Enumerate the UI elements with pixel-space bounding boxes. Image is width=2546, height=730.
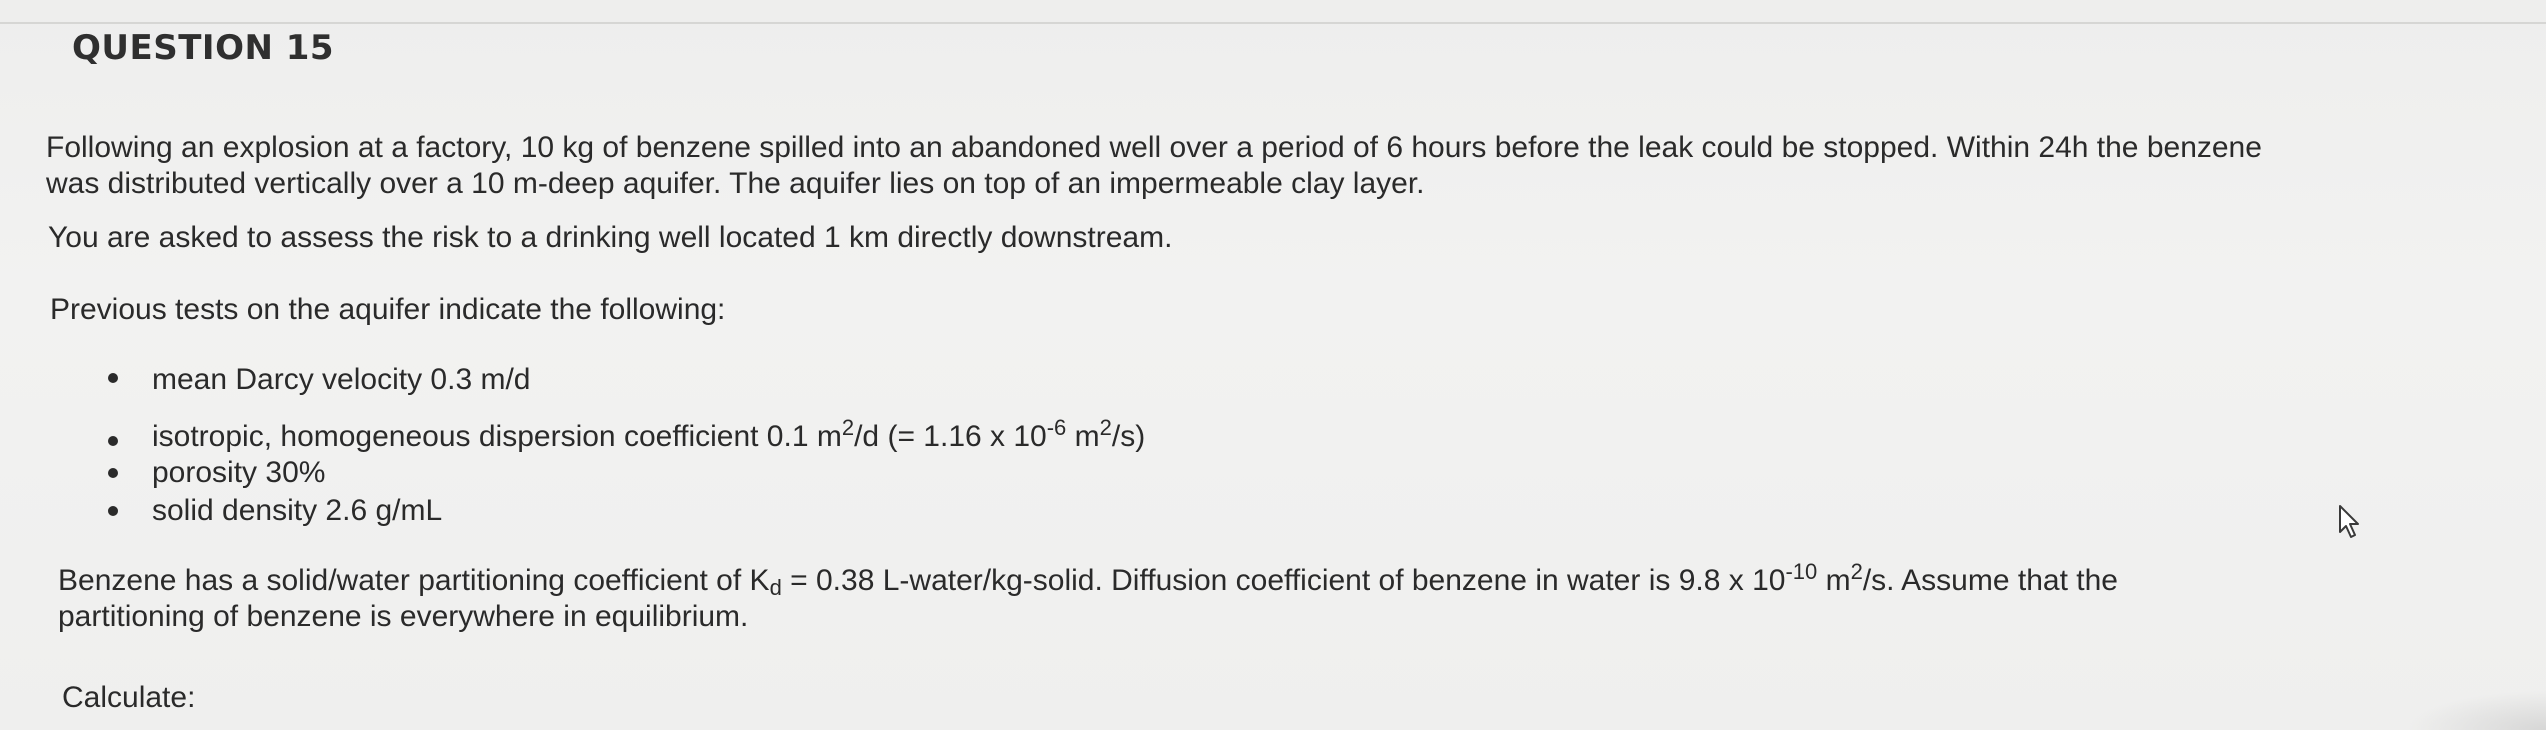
list-item-text: porosity 30% [152, 456, 326, 489]
tests-paragraph: Previous tests on the aquifer indicate the following: [50, 293, 726, 326]
benzene-paragraph [58, 559, 2118, 635]
top-divider [0, 22, 2546, 24]
intro-line-2: was distributed vertically over a 10 m-deep aquifer. The aquifer lies on top of an impermeable clay layer. [46, 167, 1425, 200]
bullet-icon [108, 436, 118, 446]
mouse-pointer-icon [2338, 504, 2364, 540]
intro-line-1: Following an explosion at a factory, 10 kg of benzene spilled into an abandoned well over a period of 6 hours before the leak could be stopped. Within 24h the benzene [46, 131, 2262, 164]
list-item [104, 412, 1145, 456]
list-item-text: mean Darcy velocity 0.3 m/d [152, 363, 531, 396]
bullet-icon [108, 468, 118, 478]
question-title: QUESTION 15 [72, 28, 335, 68]
list-item-text: solid density 2.6 g/mL [152, 494, 443, 527]
bullet-icon [108, 373, 118, 383]
calculate-label: Calculate: [62, 681, 196, 714]
benzene-line-2: partitioning of benzene is everywhere in equilibrium. [58, 600, 749, 633]
list-item-text: isotropic, homogeneous dispersion coefficient 0.1 $m^2/d$ (= 1.16 x $10^{-6}$ $m^2/s$) [152, 415, 1146, 453]
aquifer-properties-list [104, 360, 1145, 530]
risk-paragraph: You are asked to assess the risk to a drinking well located 1 km directly downstream. [48, 221, 1173, 254]
bullet-icon [108, 506, 118, 516]
benzene-line-1: Benzene has a solid/water partitioning coefficient of $K_d = 0.38$ L-water/kg-solid. Diffusion coefficient of benzene in water is 9.8 x $10^{-10}$ $m^2/s$. Assume that the [58, 559, 2118, 600]
list-item [104, 360, 1145, 412]
intro-paragraph [46, 130, 2262, 202]
corner-shadow [2406, 690, 2546, 730]
list-item [104, 494, 1145, 530]
list-item [104, 456, 1145, 494]
